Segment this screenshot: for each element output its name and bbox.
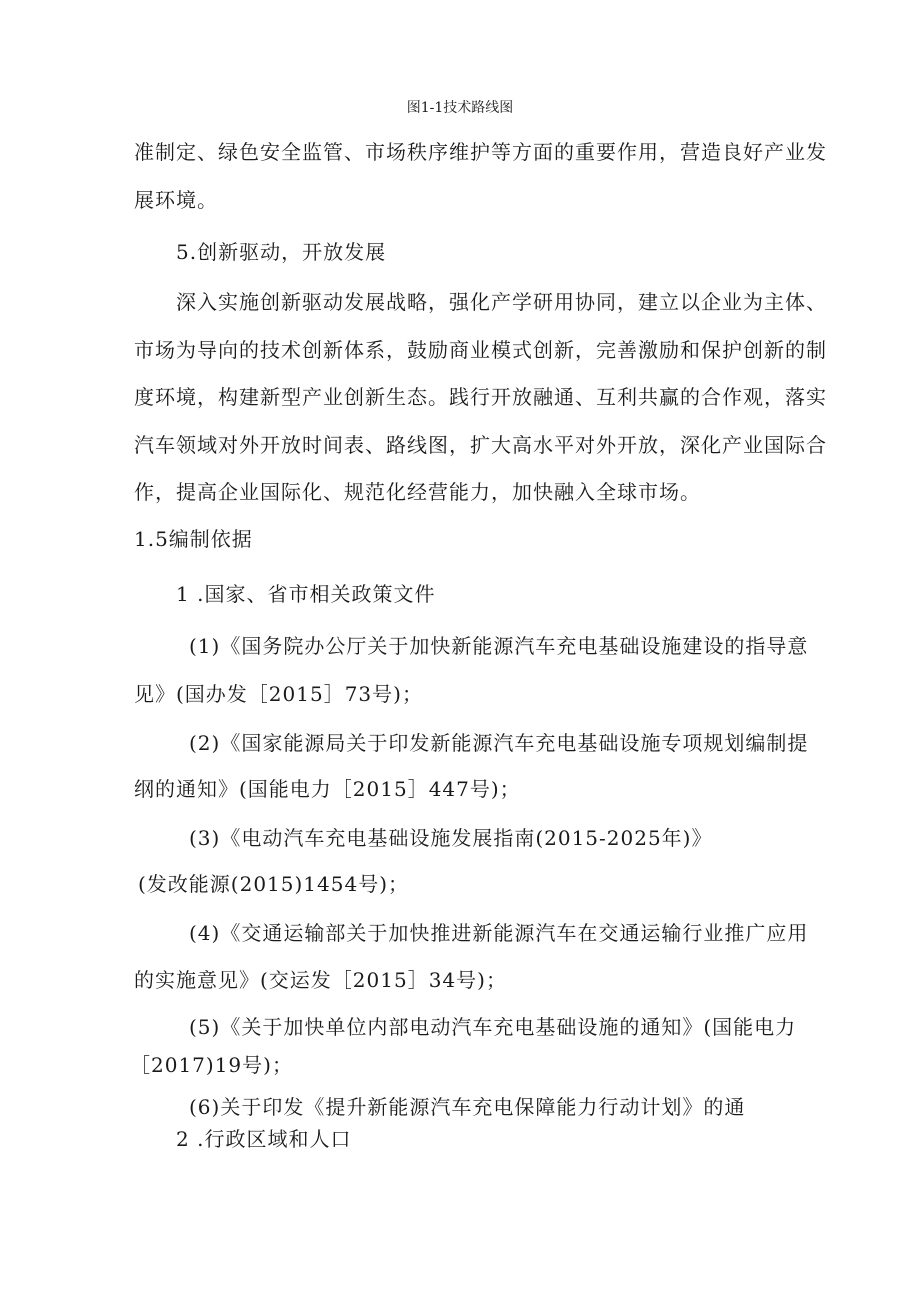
list-item-continuation: (发改能源(2015)1454号)； <box>138 872 410 896</box>
list-item: (5)《关于加快单位内部电动汽车充电基础设施的通知》(国能电力 <box>189 1015 797 1039</box>
paragraph-line: 作，提高企业国际化、规范化经营能力，加快融入全球市场。 <box>134 480 701 504</box>
list-item: (3)《电动汽车充电基础设施发展指南(2015-2025年)》 <box>189 826 713 850</box>
paragraph-line: 深入实施创新驱动发展战略，强化产学研用协同，建立以企业为主体、 <box>176 290 827 314</box>
figure-caption: 图1-1技术路线图 <box>406 100 514 116</box>
list-item-continuation: 的实施意见》(交运发［2015］34号)； <box>134 968 507 992</box>
paragraph-line: 准制定、绿色安全监管、市场秩序维护等方面的重要作用，营造良好产业发 <box>134 140 827 164</box>
list-item-continuation: ［2017)19号)； <box>130 1053 293 1077</box>
paragraph-line: 展环境。 <box>134 188 218 212</box>
paragraph-line: 度环境，构建新型产业创新生态。践行开放融通、互利共赢的合作观，落实 <box>134 385 827 409</box>
list-item-continuation: 见》(国办发［2015］73号)； <box>134 682 423 706</box>
section-heading: 5.创新驱动，开放发展 <box>176 240 387 264</box>
list-item: (4)《交通运输部关于加快推进新能源汽车在交通运输行业推广应用 <box>189 921 809 945</box>
paragraph-line: 汽车领域对外开放时间表、路线图，扩大高水平对外开放，深化产业国际合 <box>134 433 827 457</box>
subsection-heading: 2 .行政区域和人口 <box>176 1127 352 1151</box>
list-item: (1)《国务院办公厅关于加快新能源汽车充电基础设施建设的指导意 <box>189 634 809 658</box>
list-item: (2)《国家能源局关于印发新能源汽车充电基础设施专项规划编制提 <box>189 731 809 755</box>
section-heading: 1.5编制依据 <box>134 527 253 551</box>
list-item: (6)关于印发《提升新能源汽车充电保障能力行动计划》的通 <box>189 1095 746 1119</box>
paragraph-line: 市场为导向的技术创新体系，鼓励商业模式创新，完善激励和保护创新的制 <box>134 338 827 362</box>
list-item-continuation: 纲的通知》(国能电力［2015］447号)； <box>134 777 521 801</box>
subsection-heading: 1 .国家、省市相关政策文件 <box>176 582 436 606</box>
